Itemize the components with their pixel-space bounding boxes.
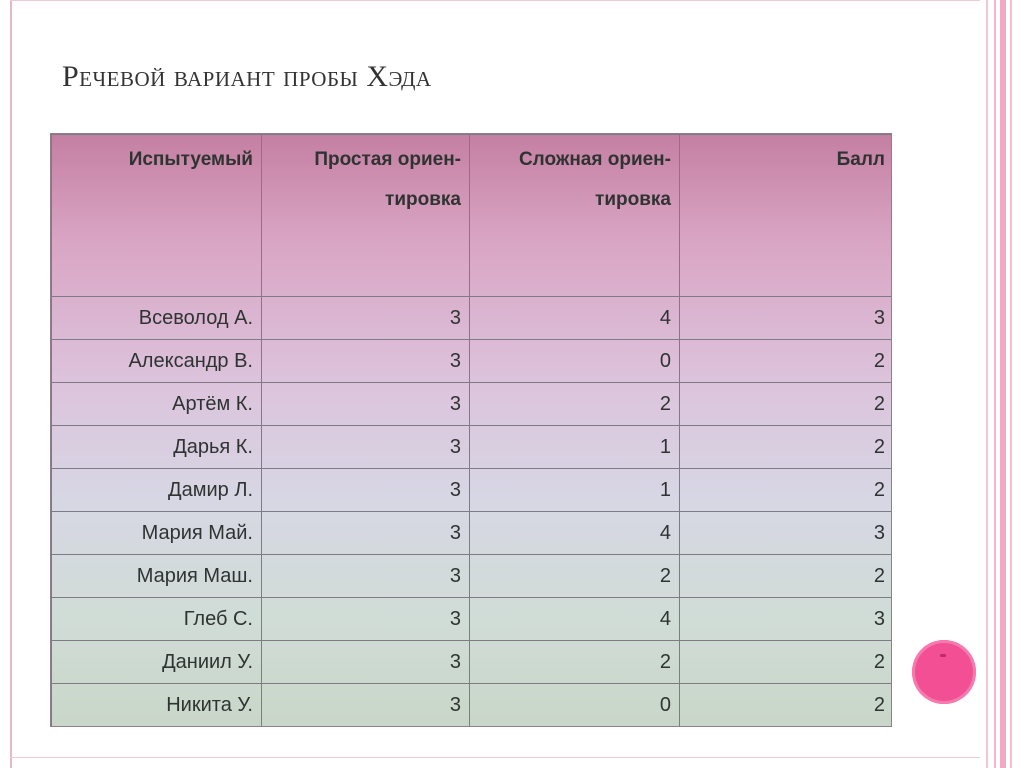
cell-score: 3	[680, 512, 893, 555]
cell-complex: 2	[470, 555, 680, 598]
cell-name: Дамир Л.	[52, 469, 262, 512]
cell-simple: 3	[262, 383, 470, 426]
table-row	[52, 641, 893, 684]
cell-name: Мария Маш.	[52, 555, 262, 598]
cell-simple: 3	[262, 426, 470, 469]
cell-complex: 2	[470, 383, 680, 426]
cell-complex: 1	[470, 469, 680, 512]
results-table	[51, 134, 892, 727]
cell-complex: 4	[470, 297, 680, 340]
header-subject	[52, 135, 262, 297]
cell-name: Даниил У.	[52, 641, 262, 684]
table-row	[52, 512, 893, 555]
header-complex-line1: Сложная ориен-	[518, 149, 671, 170]
cell-score: 2	[680, 426, 893, 469]
cell-name: Никита У.	[52, 684, 262, 727]
header-simple-orientation	[262, 135, 470, 297]
decorative-pink-circle	[912, 640, 976, 704]
cell-simple: 3	[262, 598, 470, 641]
cell-score: 2	[680, 469, 893, 512]
cell-complex: 2	[470, 641, 680, 684]
cell-name: Всеволод А.	[52, 297, 262, 340]
header-complex-line2: тировка	[595, 189, 671, 210]
header-score	[680, 135, 893, 297]
cell-score: 2	[680, 684, 893, 727]
cell-simple: 3	[262, 555, 470, 598]
frame-bottom-line	[10, 757, 984, 758]
cell-complex: 0	[470, 684, 680, 727]
cell-score: 2	[680, 340, 893, 383]
table-row	[52, 598, 893, 641]
table-row	[52, 383, 893, 426]
cell-score: 2	[680, 383, 893, 426]
table-row	[52, 426, 893, 469]
header-simple-line1: Простая ориен-	[314, 149, 461, 170]
table-row	[52, 297, 893, 340]
cell-name: Глеб С.	[52, 598, 262, 641]
table-row	[52, 469, 893, 512]
cell-complex: 4	[470, 512, 680, 555]
header-complex-orientation	[470, 135, 680, 297]
cell-simple: 3	[262, 340, 470, 383]
frame-top-line	[10, 0, 984, 1]
cell-name: Александр В.	[52, 340, 262, 383]
cell-name: Дарья К.	[52, 426, 262, 469]
cell-simple: 3	[262, 684, 470, 727]
cell-simple: 3	[262, 297, 470, 340]
cell-complex: 4	[470, 598, 680, 641]
table-row	[52, 555, 893, 598]
frame-right-decoration	[980, 0, 1024, 768]
header-subject-line1: Испытуемый	[128, 149, 253, 170]
cell-simple: 3	[262, 512, 470, 555]
table-header-row	[52, 135, 893, 297]
cell-score: 2	[680, 555, 893, 598]
header-score-line1: Балл	[836, 149, 885, 170]
slide-title: Речевой вариант пробы Хэда	[62, 60, 432, 93]
table-row	[52, 684, 893, 727]
table-row	[52, 340, 893, 383]
header-simple-line2: тировка	[385, 189, 461, 210]
cell-simple: 3	[262, 469, 470, 512]
cell-score: 2	[680, 641, 893, 684]
cell-name: Артём К.	[52, 383, 262, 426]
table-photo	[50, 133, 892, 727]
cell-simple: 3	[262, 641, 470, 684]
cell-complex: 0	[470, 340, 680, 383]
cell-complex: 1	[470, 426, 680, 469]
cell-score: 3	[680, 598, 893, 641]
cell-score: 3	[680, 297, 893, 340]
cell-name: Мария Май.	[52, 512, 262, 555]
frame-left-line	[10, 0, 12, 768]
